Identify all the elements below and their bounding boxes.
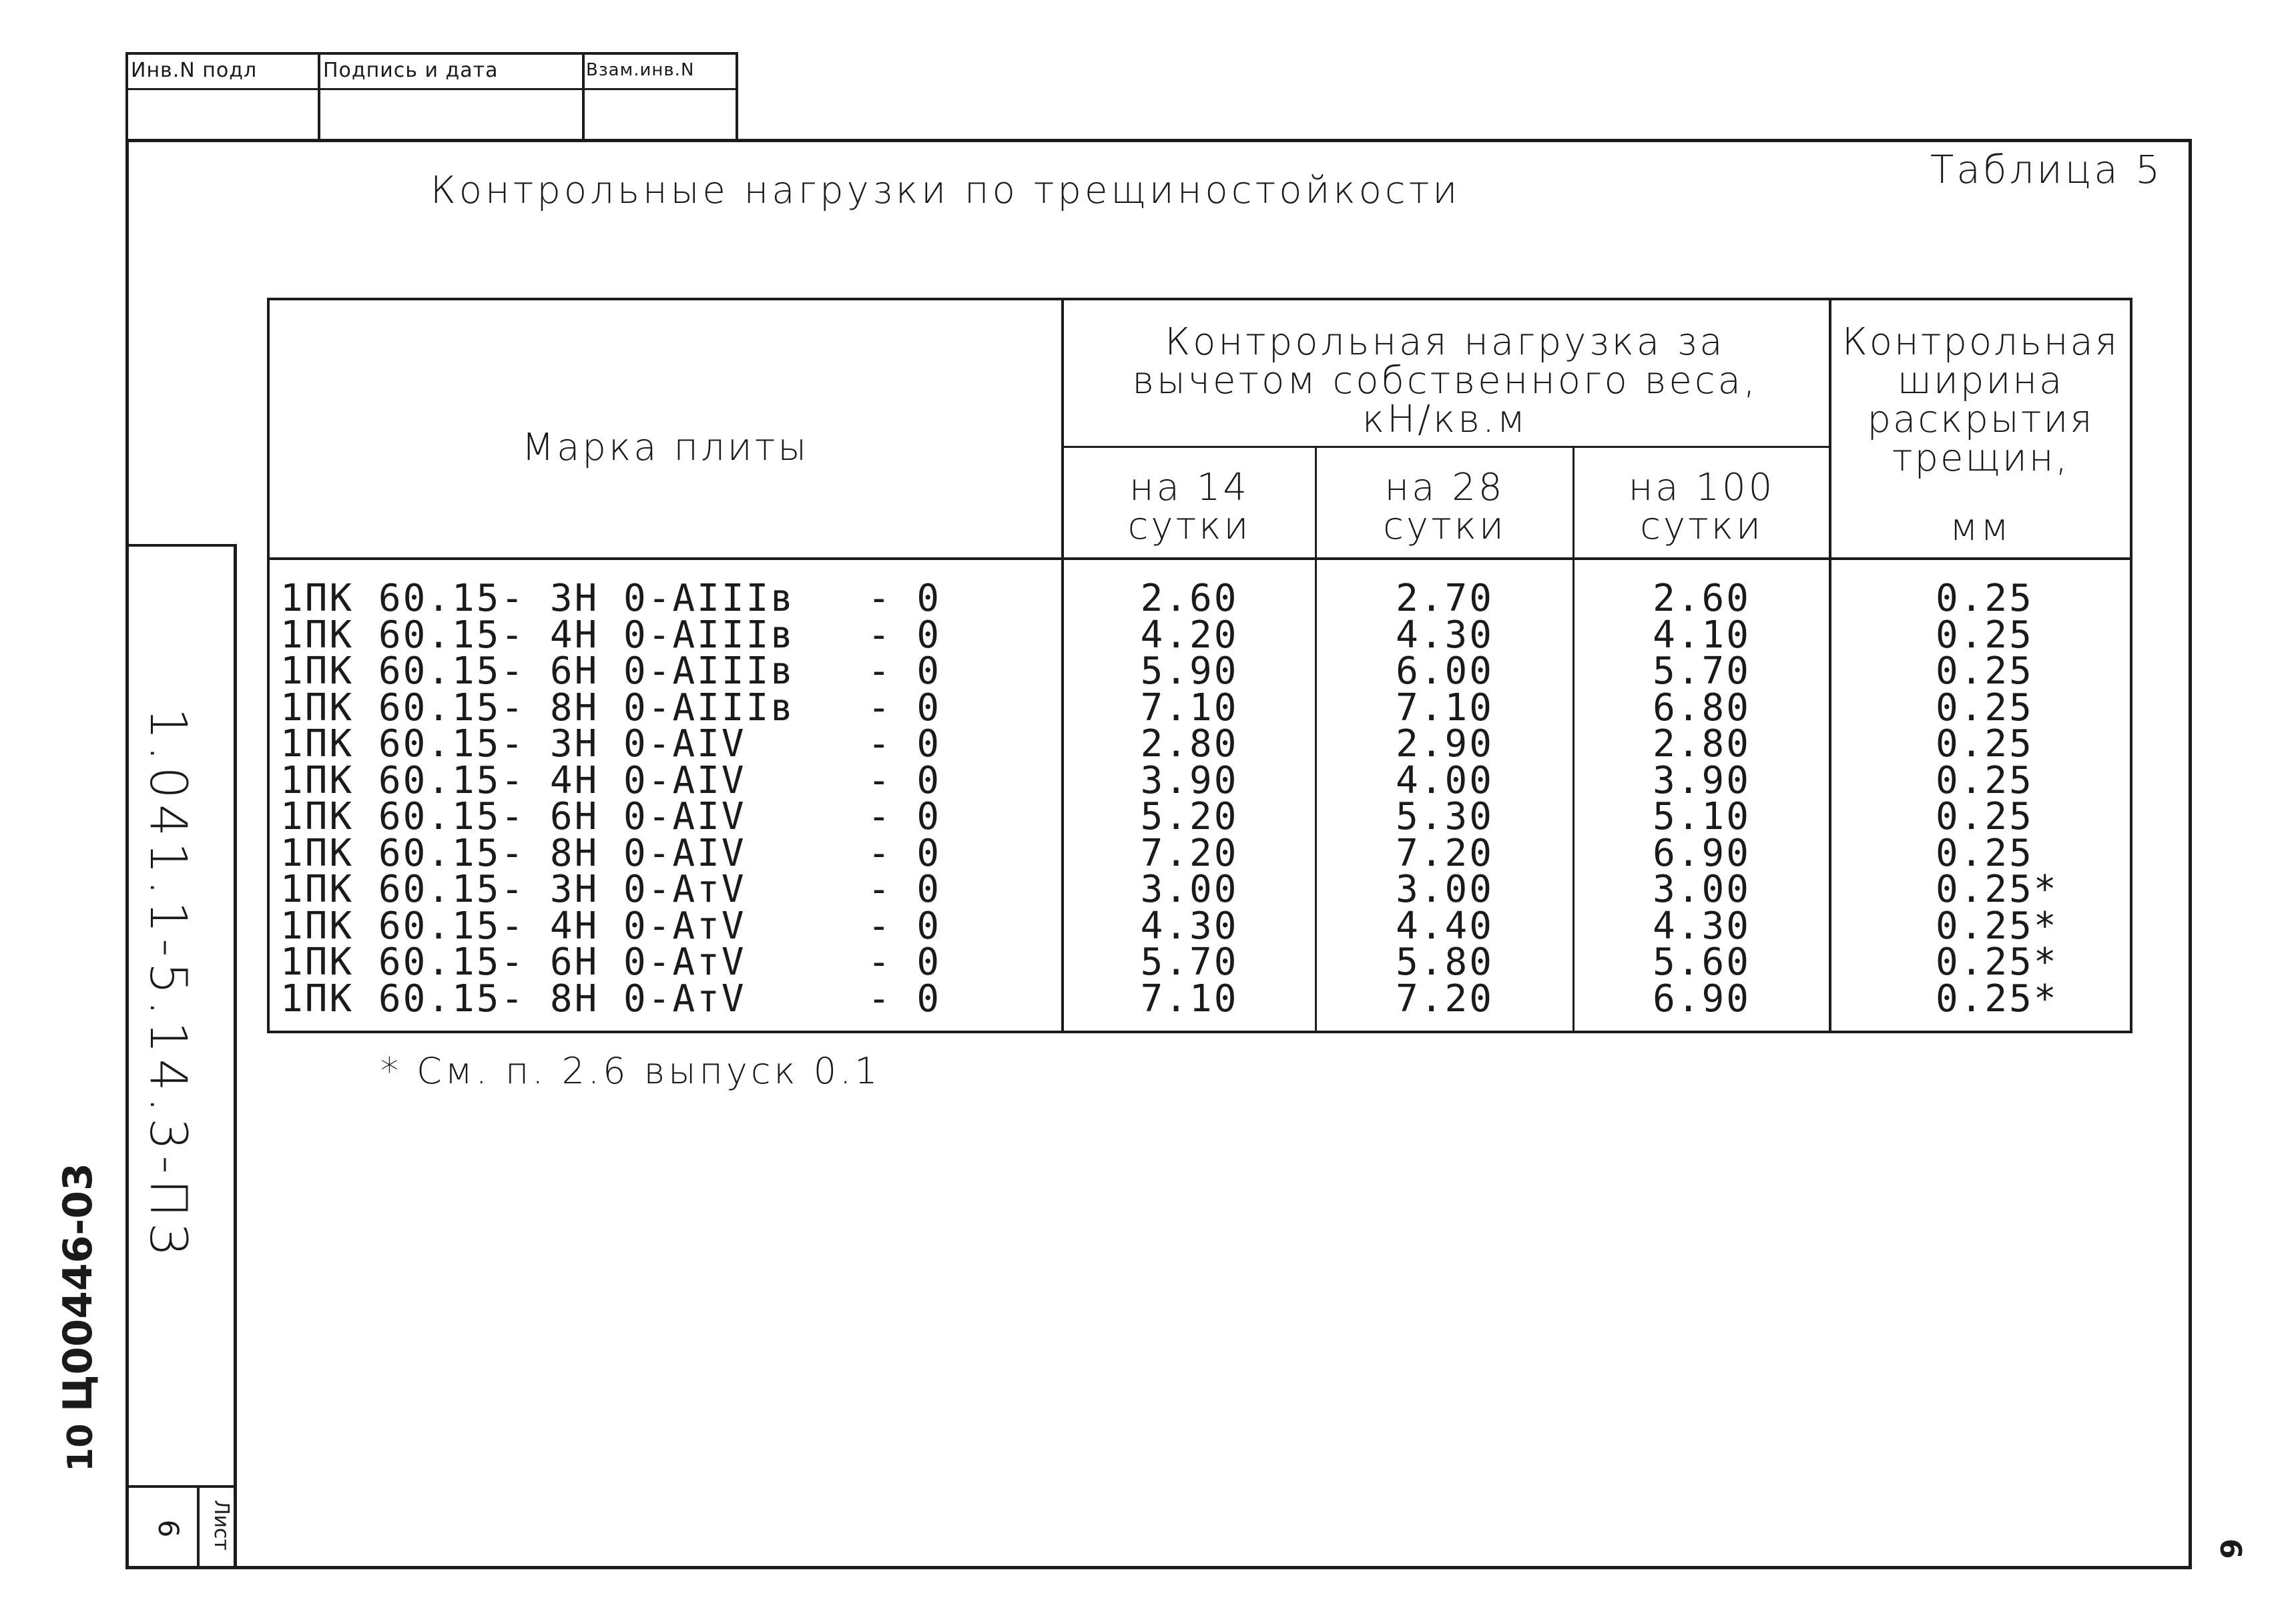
table-cell-load-28: 2.90 <box>1396 722 1494 766</box>
table-cell-load-28: 2.70 <box>1396 577 1494 620</box>
column-suffix <box>868 577 961 1021</box>
table-row-mark: 1ПК 60.15- 3Н 0-AIV <box>280 722 746 766</box>
table-cell-crack-width: 0.25* <box>1936 904 2058 948</box>
stamp-vzam-label: Взам.инв.N <box>586 60 695 80</box>
sheet-number: 6 <box>152 1519 185 1538</box>
table-cell-load-100: 2.80 <box>1653 722 1751 766</box>
table-cell-load-14: 7.10 <box>1140 977 1239 1021</box>
table-cell-load-28: 7.20 <box>1396 831 1494 875</box>
table-cell-load-14: 2.60 <box>1140 577 1239 620</box>
table-cell-load-28: 6.00 <box>1396 649 1494 693</box>
stamp-inv-label: Инв.N подл <box>131 59 258 82</box>
table-cell-load-14: 7.10 <box>1140 686 1239 730</box>
table-row-mark: 1ПК 60.15- 8Н 0-AIIIв <box>280 686 796 730</box>
table-cell-load-100: 5.70 <box>1653 649 1751 693</box>
table-cell-load-28: 4.00 <box>1396 758 1494 802</box>
table-cell-crack-width: 0.25 <box>1936 649 2034 693</box>
table-cell-crack-width: 0.25* <box>1936 868 2058 911</box>
table-row-suffix: - 0 <box>868 831 942 875</box>
archive-number: Ц00446-03 <box>55 1163 101 1412</box>
table-cell-crack-width: 0.25 <box>1936 758 2034 802</box>
table-row-suffix: - 0 <box>868 649 942 693</box>
table-cell-crack-width: 0.25 <box>1936 795 2034 838</box>
table-cell-load-100: 6.90 <box>1653 831 1751 875</box>
table-row-mark: 1ПК 60.15- 8Н 0-AIV <box>280 831 746 875</box>
table-cell-load-28: 5.80 <box>1396 940 1494 984</box>
table-cell-load-28: 4.30 <box>1396 613 1494 657</box>
table-cell-crack-width: 0.25 <box>1936 722 2034 766</box>
table-cell-crack-width: 0.25 <box>1936 686 2034 730</box>
column-load-14 <box>1064 577 1315 1021</box>
table-row-mark: 1ПК 60.15- 4Н 0-AIIIв <box>280 613 796 657</box>
header-crack-width-unit: мм <box>1950 506 2012 549</box>
table-cell-load-100: 4.30 <box>1653 904 1751 948</box>
table-cell-load-28: 5.30 <box>1396 795 1494 838</box>
table-cell-load-100: 5.60 <box>1653 940 1751 984</box>
table-cell-crack-width: 0.25* <box>1936 940 2058 984</box>
table-cell-load-100: 3.90 <box>1653 758 1751 802</box>
header-load-100: на 100 сутки <box>1628 466 1775 548</box>
table-cell-load-28: 7.20 <box>1396 977 1494 1021</box>
table-row-suffix: - 0 <box>868 722 942 766</box>
table-row-mark: 1ПК 60.15- 3Н 0-AтV <box>280 868 746 911</box>
table-row-suffix: - 0 <box>868 758 942 802</box>
table-row-mark: 1ПК 60.15- 6Н 0-AтV <box>280 940 746 984</box>
edge-page-number: 9 <box>2215 1538 2249 1559</box>
table-cell-load-28: 4.40 <box>1396 904 1494 948</box>
header-load-group: Контрольная нагрузка за вычетом собственного веса, кН/кв.м <box>1132 320 1758 441</box>
table-cell-load-28: 7.10 <box>1396 686 1494 730</box>
table-number-label: Таблица 5 <box>1930 147 2163 192</box>
column-load-28 <box>1317 577 1572 1021</box>
table-row-mark: 1ПК 60.15- 4Н 0-AтV <box>280 904 746 948</box>
table-cell-load-14: 7.20 <box>1140 831 1239 875</box>
table-row-suffix: - 0 <box>868 868 942 911</box>
table-row-suffix: - 0 <box>868 686 942 730</box>
table-row-mark: 1ПК 60.15- 4Н 0-AIV <box>280 758 746 802</box>
table-cell-load-14: 3.90 <box>1140 758 1239 802</box>
table-cell-load-14: 5.90 <box>1140 649 1239 693</box>
table-cell-load-14: 5.70 <box>1140 940 1239 984</box>
table-row-mark: 1ПК 60.15- 6Н 0-AIV <box>280 795 746 838</box>
column-crack-width <box>1936 577 2096 1021</box>
table-cell-load-14: 4.30 <box>1140 904 1239 948</box>
stamp-sign-label: Подпись и дата <box>323 59 499 82</box>
archive-page: 10 <box>61 1423 101 1472</box>
table-row-suffix: - 0 <box>868 795 942 838</box>
table-cell-load-14: 3.00 <box>1140 868 1239 911</box>
table-cell-crack-width: 0.25 <box>1936 831 2034 875</box>
table-cell-crack-width: 0.25 <box>1936 613 2034 657</box>
table-cell-load-100: 5.10 <box>1653 795 1751 838</box>
column-load-100 <box>1574 577 1829 1021</box>
table-cell-load-14: 4.20 <box>1140 613 1239 657</box>
header-load-14: на 14 сутки <box>1127 466 1251 548</box>
table-cell-load-14: 2.80 <box>1140 722 1239 766</box>
table-cell-load-100: 6.90 <box>1653 977 1751 1021</box>
column-mark <box>280 577 801 1021</box>
header-load-28: на 28 сутки <box>1383 466 1506 548</box>
table-row-mark: 1ПК 60.15- 3Н 0-AIIIв <box>280 577 796 620</box>
table-cell-load-14: 5.20 <box>1140 795 1239 838</box>
page-title: Контрольные нагрузки по трещиностойкости <box>431 169 1461 212</box>
table-cell-load-28: 3.00 <box>1396 868 1494 911</box>
table-cell-crack-width: 0.25* <box>1936 977 2058 1021</box>
table-row-suffix: - 0 <box>868 977 942 1021</box>
header-mark: Марка плиты <box>521 426 810 469</box>
table-row-suffix: - 0 <box>868 904 942 948</box>
table-cell-crack-width: 0.25 <box>1936 577 2034 620</box>
footnote: * См. п. 2.6 выпуск 0.1 <box>380 1050 881 1092</box>
table-row-suffix: - 0 <box>868 577 942 620</box>
table-row-mark: 1ПК 60.15- 8Н 0-AтV <box>280 977 746 1021</box>
table-cell-load-100: 3.00 <box>1653 868 1751 911</box>
header-crack-width: Контрольная ширина раскрытия трещин, <box>1841 320 2120 480</box>
table-cell-load-100: 6.80 <box>1653 686 1751 730</box>
table-row-suffix: - 0 <box>868 940 942 984</box>
document-code: 1.041.1-5.14.3-ПЗ <box>139 708 198 1261</box>
sheet-label: Лист <box>210 1499 233 1551</box>
table-cell-load-100: 2.60 <box>1653 577 1751 620</box>
table-row-mark: 1ПК 60.15- 6Н 0-AIIIв <box>280 649 796 693</box>
table-cell-load-100: 4.10 <box>1653 613 1751 657</box>
table-row-suffix: - 0 <box>868 613 942 657</box>
